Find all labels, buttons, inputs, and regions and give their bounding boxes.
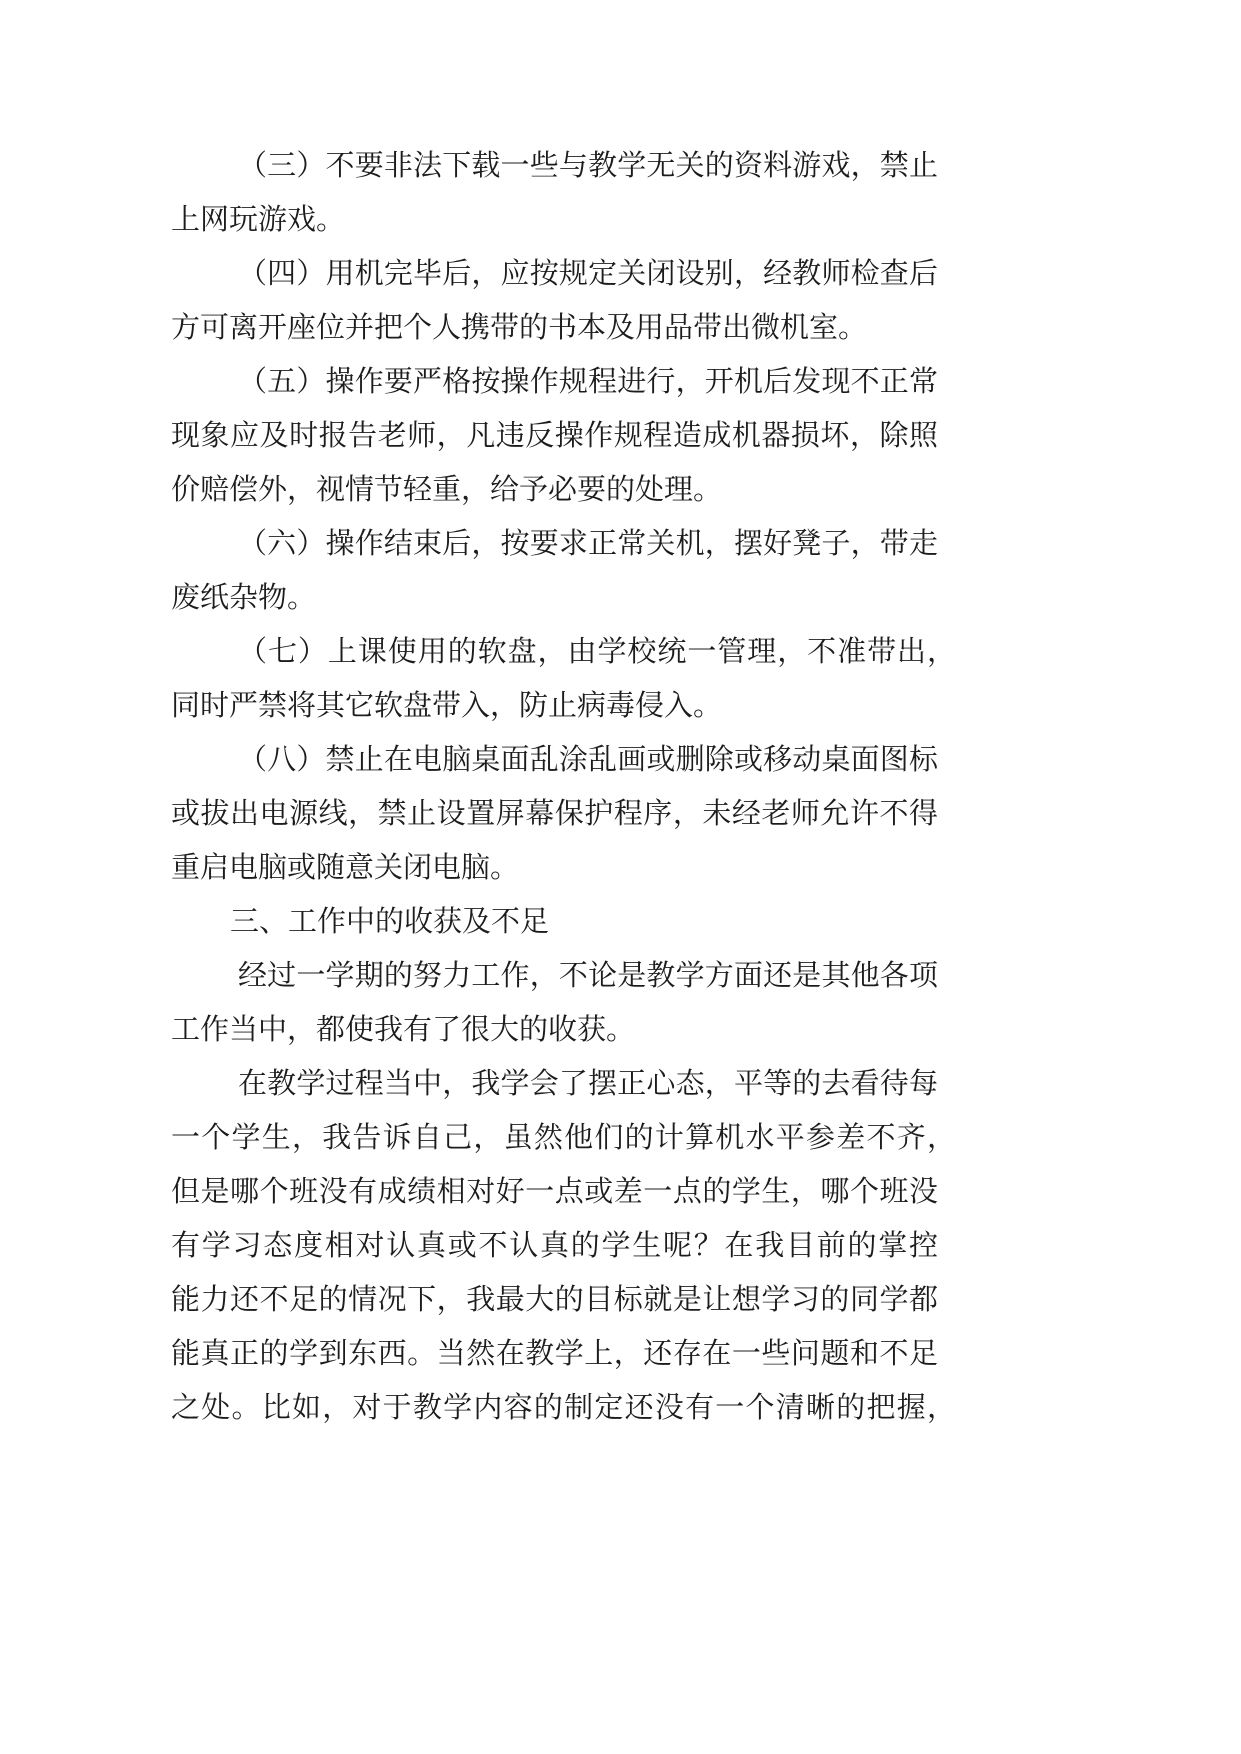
paragraph-line: 有学习态度相对认真或不认真的学生呢？在我目前的掌控 xyxy=(171,1228,938,1262)
paragraph-line: 重启电脑或随意关闭电脑。 xyxy=(171,850,520,884)
paragraph-line: （六）操作结束后，按要求正常关机，摆好凳子，带走 xyxy=(238,526,938,560)
paragraph-line: 一个学生，我告诉自己，虽然他们的计算机水平参差不齐， xyxy=(171,1120,956,1154)
paragraph-line: 能力还不足的情况下，我最大的目标就是让想学习的同学都 xyxy=(171,1282,938,1316)
paragraph-line: （四）用机完毕后，应按规定关闭设别，经教师检查后 xyxy=(238,256,938,290)
paragraph-line: 但是哪个班没有成绩相对好一点或差一点的学生，哪个班没 xyxy=(171,1174,938,1208)
paragraph-line: 现象应及时报告老师，凡违反操作规程造成机器损坏，除照 xyxy=(171,418,938,452)
paragraph-line: 在教学过程当中，我学会了摆正心态，平等的去看待每 xyxy=(238,1066,938,1100)
paragraph-line: 上网玩游戏。 xyxy=(171,202,346,236)
paragraph-line: 之处。比如，对于教学内容的制定还没有一个清晰的把握， xyxy=(171,1390,956,1424)
paragraph-line: 方可离开座位并把个人携带的书本及用品带出微机室。 xyxy=(171,310,868,344)
paragraph-line: （三）不要非法下载一些与教学无关的资料游戏，禁止 xyxy=(238,148,938,182)
paragraph-line: 工作当中，都使我有了很大的收获。 xyxy=(171,1012,636,1046)
paragraph-line: 废纸杂物。 xyxy=(171,580,317,614)
paragraph-line: 价赔偿外，视情节轻重，给予必要的处理。 xyxy=(171,472,723,506)
paragraph-line: 同时严禁将其它软盘带入，防止病毒侵入。 xyxy=(171,688,723,722)
paragraph-line: （八）禁止在电脑桌面乱涂乱画或删除或移动桌面图标 xyxy=(238,742,938,776)
paragraph-line: （五）操作要严格按操作规程进行，开机后发现不正常 xyxy=(238,364,938,398)
paragraph-line: （七）上课使用的软盘，由学校统一管理，不准带出， xyxy=(238,634,956,668)
section-heading: 三、工作中的收获及不足 xyxy=(230,904,550,938)
paragraph-line: 经过一学期的努力工作，不论是教学方面还是其他各项 xyxy=(238,958,938,992)
paragraph-line: 或拔出电源线，禁止设置屏幕保护程序，未经老师允许不得 xyxy=(171,796,938,830)
paragraph-line: 能真正的学到东西。当然在教学上，还存在一些问题和不足 xyxy=(171,1336,938,1370)
